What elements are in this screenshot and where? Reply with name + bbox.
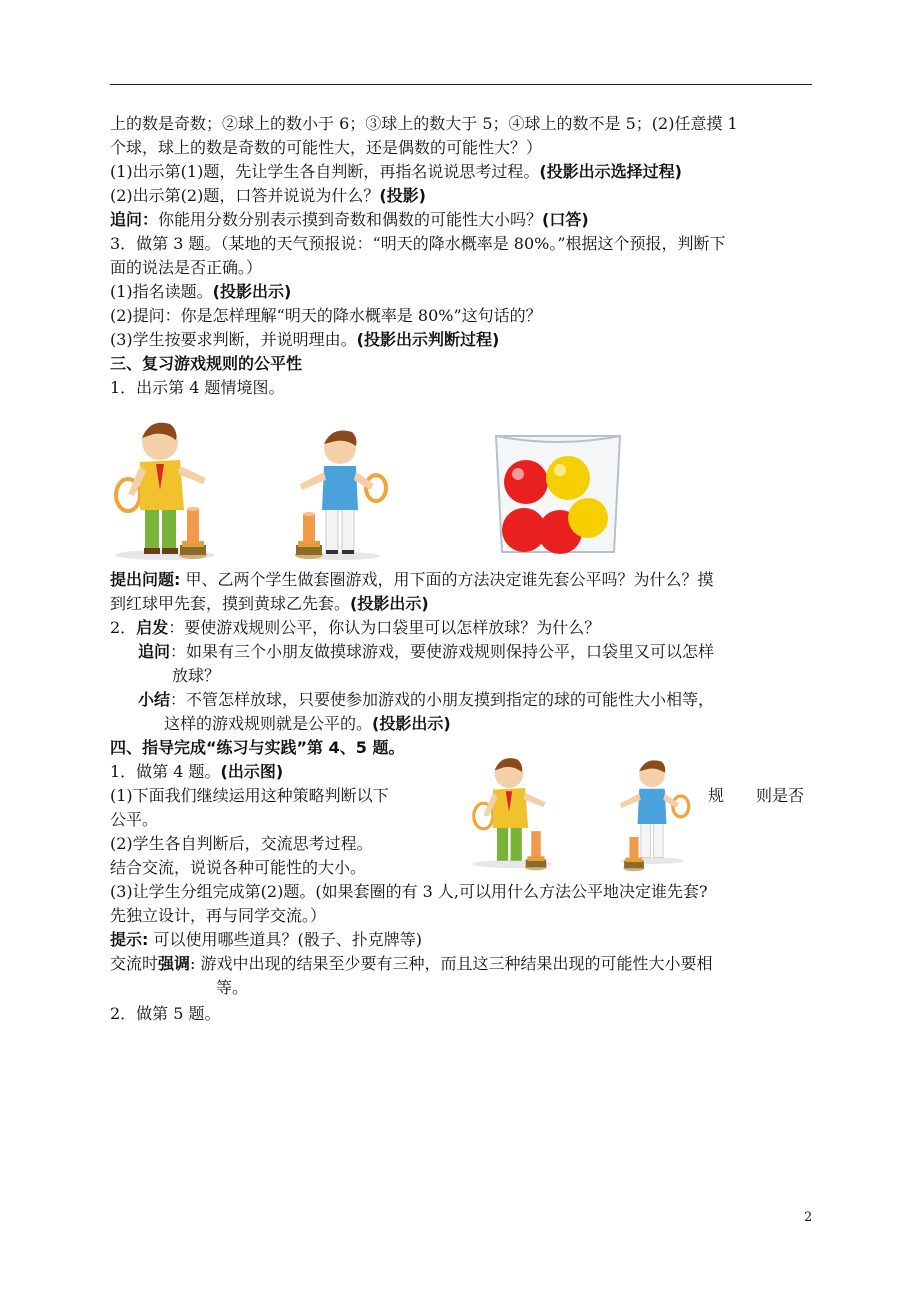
text-line: [110, 186, 426, 206]
page-number: 2: [804, 1210, 813, 1225]
text-line: [110, 906, 326, 926]
text-span: 甲、乙两个学生做套圈游戏，用下面的方法决定谁先套公平吗？为什么？摸: [180, 570, 714, 589]
text-span: (2)提问：你是怎样理解“明天的降水概率是 80%”这句话的？: [110, 306, 542, 325]
text-span: 这样的游戏规则就是公平的。: [164, 714, 373, 733]
text-span: 到红球甲先套，摸到黄球乙先套。: [110, 594, 351, 613]
text-line: [110, 858, 366, 878]
text-span: 等。: [216, 978, 249, 997]
text-line: [110, 594, 429, 614]
text-span: 面的说法是否正确。）: [110, 258, 263, 277]
text-span: (1)下面我们继续运用这种策略判断以下: [110, 786, 389, 805]
bold-text: 四、指导完成“练习与实践”第 4、5 题。: [110, 738, 405, 757]
ball-bag-icon: [488, 428, 628, 562]
bold-text: (投影出示选择过程): [539, 162, 682, 181]
bold-text: (出示图): [220, 762, 284, 781]
text-line: [110, 954, 713, 974]
text-span: (3)学生按要求判断，并说明理由。: [110, 330, 357, 349]
text-line: [110, 762, 283, 782]
text-line: [138, 690, 714, 710]
text-line: [110, 234, 726, 254]
text-span: 规 则是否: [708, 786, 805, 805]
ring-post-a-small-icon: [524, 828, 548, 872]
text-span: 放球？: [172, 666, 221, 685]
text-line: [164, 714, 451, 734]
text-span: ：不管怎样放球，只要使参加游戏的小朋友摸到指定的球的可能性大小相等，: [170, 690, 715, 709]
ring-post-b-small-icon: [622, 834, 646, 872]
text-line: [110, 738, 404, 758]
text-span: 可以使用哪些道具？(骰子、扑克牌等): [148, 930, 422, 949]
bold-text: (投影): [379, 186, 426, 205]
text-line: [110, 570, 714, 590]
text-span: 2．: [110, 618, 137, 637]
text-line: [110, 282, 291, 302]
text-line: [110, 306, 542, 326]
text-span: 公平。: [110, 810, 159, 829]
text-span: (1)指名读题。: [110, 282, 213, 301]
text-span: ：如果有三个小朋友做摸球游戏，要使游戏规则保持公平，口袋里又可以怎样: [170, 642, 715, 661]
text-line: [110, 354, 302, 374]
text-span: 上的数是奇数；②球上的数小于 6；③球上的数大于 5；④球上的数不是 5；(2)任意摸 1: [110, 114, 738, 133]
text-line: [110, 162, 682, 182]
text-line: [110, 930, 422, 950]
text-span: 2．做第 5 题。: [110, 1004, 221, 1023]
text-line: [138, 642, 714, 662]
text-span: 1．出示第 4 题情境图。: [110, 378, 285, 397]
bold-text: 提示:: [110, 930, 149, 949]
text-line: [172, 666, 220, 686]
text-span: 1．做第 4 题。: [110, 762, 221, 781]
bold-text: 追问：: [110, 210, 159, 229]
bold-text: 三、复习游戏规则的公平性: [110, 354, 303, 373]
bold-text: (投影出示): [212, 282, 292, 301]
text-line: [708, 786, 804, 806]
ring-post-b-icon: [294, 510, 324, 560]
bold-text: 追问: [138, 642, 171, 661]
bold-text: 提出问题:: [110, 570, 181, 589]
text-line: [110, 210, 589, 230]
bold-text: 小结: [138, 690, 171, 709]
text-span: (2)出示第(2)题，口答并说说为什么？: [110, 186, 380, 205]
text-span: 个球，球上的数是奇数的可能性大，还是偶数的可能性大？）: [110, 138, 543, 157]
bold-text: (投影出示): [372, 714, 451, 733]
text-span: : 游戏中出现的结果至少要有三种，而且这三种结果出现的可能性大小要相: [190, 954, 713, 973]
text-span: 先独立设计，再与同学交流。）: [110, 906, 327, 925]
bold-text: 强调: [158, 954, 191, 973]
text-line: [110, 810, 158, 830]
bold-text: 启发: [136, 618, 169, 637]
text-span: 交流时: [110, 954, 159, 973]
header-rule: [110, 84, 812, 85]
bold-text: (投影出示): [350, 594, 429, 613]
text-line: [110, 258, 262, 278]
text-line: [110, 834, 373, 854]
text-span: (2)学生各自判断后，交流思考过程。: [110, 834, 373, 853]
text-line: [110, 882, 708, 902]
text-line: [110, 138, 542, 158]
text-span: (1)出示第(1)题，先让学生各自判断，再指名说说思考过程。: [110, 162, 540, 181]
text-line: [110, 378, 285, 398]
text-span: ：要使游戏规则公平，你认为口袋里可以怎样放球？为什么？: [168, 618, 601, 637]
text-line: [110, 1004, 221, 1024]
text-span: 3．做第 3 题。（某地的天气预报说：“明天的降水概率是 80%。”根据这个预报，判断下: [110, 234, 726, 253]
text-line: [110, 618, 600, 638]
text-line: [110, 114, 738, 134]
text-span: 结合交流，说说各种可能性的大小。: [110, 858, 367, 877]
text-line: [110, 786, 389, 806]
bold-text: (投影出示判断过程): [356, 330, 500, 349]
ring-post-a-icon: [178, 505, 208, 561]
text-span: (3)让学生分组完成第(2)题。(如果套圈的有 3 人,可以用什么方法公平地决定谁先套?: [110, 882, 708, 901]
bold-text: (口答): [542, 210, 589, 229]
text-span: 你能用分数分别表示摸到奇数和偶数的可能性大小吗？: [158, 210, 543, 229]
text-line: [216, 978, 248, 998]
text-line: [110, 330, 499, 350]
